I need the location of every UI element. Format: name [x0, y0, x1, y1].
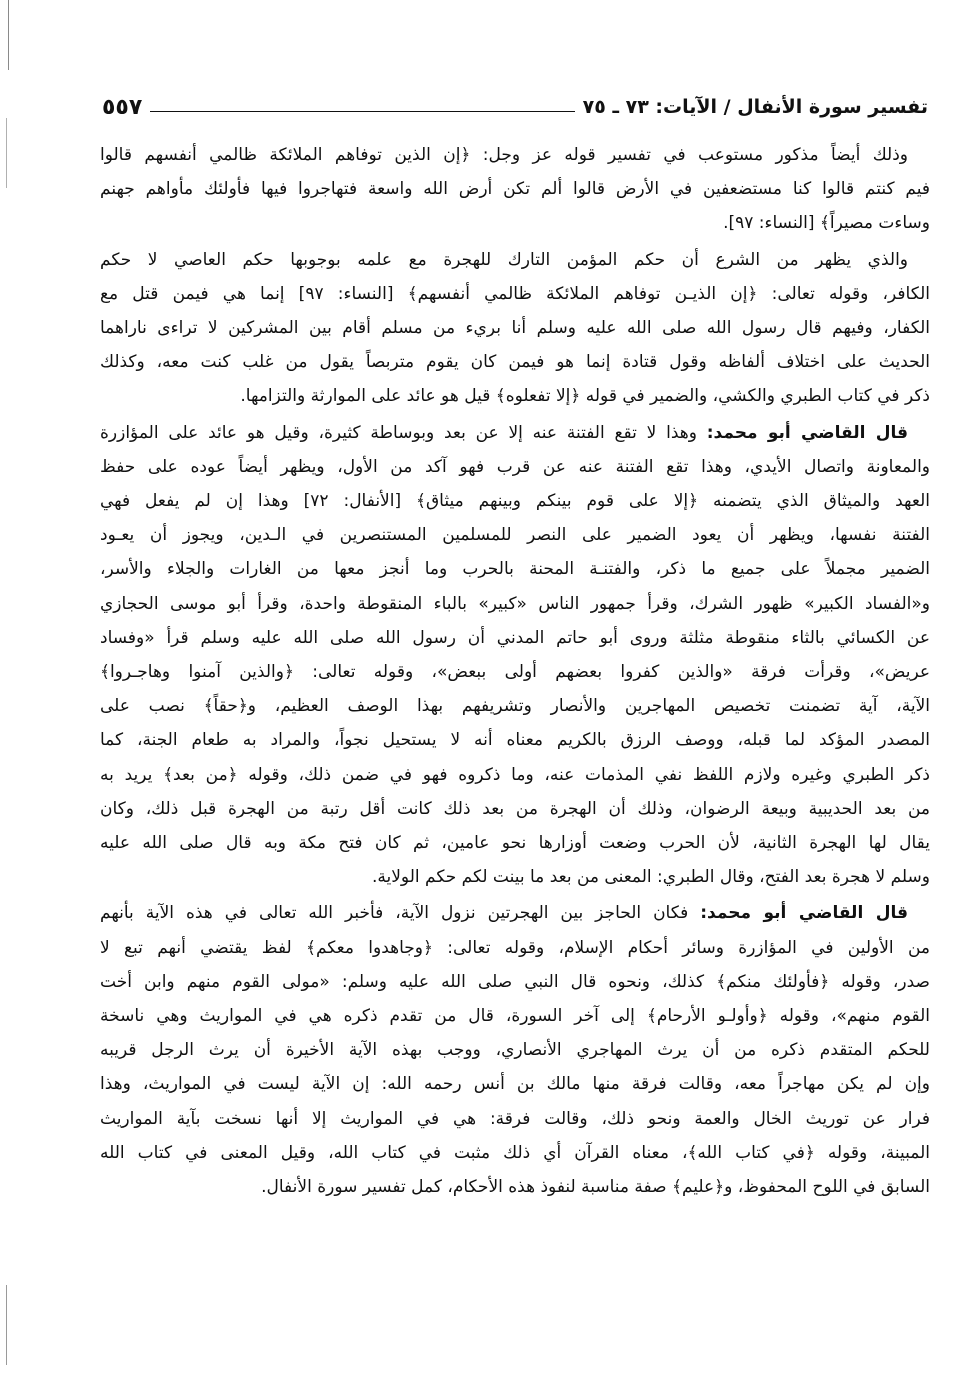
text-line: العهد والميثاق الذي يتضمنه ﴿إلا على قوم بينكم وبينهم ميثاق﴾ [الأنفال: ٧٢] وهذا إن لم يفعل فهي — [100, 491, 930, 512]
paragraph-1 — [100, 138, 930, 241]
text-line: وسلم لا هجرة بعد الفتح، وقال الطبري: المعنى من بعد ما بينت لكم حكم الولاية. — [371, 867, 930, 888]
paragraph-2 — [100, 243, 930, 414]
paragraph-4 — [100, 896, 930, 1204]
page-number: ٥٥٧ — [102, 95, 143, 120]
text-line: من الأولين في المؤازرة وسائر أحكام الإسلام، وقوله تعالى: ﴿وجاهدوا معكم﴾ لفظ يقتضي أنهم تبع لا — [100, 937, 930, 958]
speaker-label: قال القاضي أبو محمد: — [700, 903, 909, 924]
text-line: والذي يظهر من الشرع أن حكم المؤمن التارك للهجرة مع علمه بوجوبها حكم العاصي لا حكم — [100, 249, 908, 270]
text-line: وساءت مصيراً﴾ [النساء: ٩٧]. — [723, 213, 930, 234]
text-line: الحديث على اختلاف ألفاظه وقول قتادة إنما هو فيمن كان يقوم متربصاً يقول من غلب كنت معه، وكذلك — [100, 352, 930, 373]
text-line: وذلك أيضاً مذكور مستوعب في تفسير قوله عز وجل: ﴿إن الذين توفاهم الملائكة ظالمي أنفسهم قالوا — [100, 145, 908, 165]
text-line: المصدر المؤكد لما قبله، ووصف الرزق بالكريم معناه أنه لا يستحيل نجواً، والمراد به طعام الجنة، كما — [100, 730, 930, 751]
scan-edge-line — [8, 0, 9, 70]
text-line: و«الفساد الكبير» ظهور الشرك، وقرأ جمهور الناس «كبير» بالباء المنقوطة واحدة، وقرأ أبو موسى الحجازي — [100, 593, 930, 614]
text-line — [100, 416, 930, 450]
text-line: الكافر، وقوله تعالى: ﴿إن الذيـن توفاهم الملائكة ظالمي أنفسهم﴾ [النساء: ٩٧] إنما هي فيمن قتل مع — [100, 283, 930, 304]
running-header — [102, 86, 928, 122]
text-line: صدر، وقوله ﴿فأولئك منكم﴾ كذلك، ونحوه قال النبي صلى الله عليه وسلم: «مولى القوم منهم وابن أخت — [100, 971, 930, 992]
text-line: فيم كنتم قالوا كنا مستضعفين في الأرض قالوا ألم تكن أرض الله واسعة فتهاجروا فيها فأولئك مأواهم جهنم — [100, 179, 930, 200]
paragraph-3 — [100, 416, 930, 895]
text-line: والمعاونة واتصال الأيدي، وهذا تقع الفتنة عنه عن قرب فهو آكد من الأول، ويظهر أيضاً عوده على حفظ — [100, 456, 930, 477]
text-line: من بعد الحديبية وبيعة الرضوان، وذلك أن الهجرة من بعد ذلك كانت أقل رتبة من الهجرة قبل ذلك، وكان — [100, 798, 930, 819]
text-line: المبينة، وقوله ﴿في كتاب الله﴾، معناه القرآن أي ذلك مثبت في كتاب الله، وقيل المعنى في كتاب الله — [100, 1142, 930, 1163]
text-line: عن الكسائي بالثاء منقوطة مثلثة وروى أبو حاتم المدني أن رسول الله صلى الله عليه وسلم قرأ «وفساد — [100, 627, 930, 648]
text-line: ذكر الطبري وغيره ولازم اللفظ نفي المذمات عنه، وما ذكروه فهو في ضمن ذلك، وقوله ﴿من بعد﴾ يريد به — [100, 764, 930, 785]
text-line: وإن لم يكن مهاجراً معه، وقالت فرقة منها مالك بن أنس رحمه الله: إن الآية ليست في المواريث، وهذا — [100, 1074, 930, 1095]
text-line: فرار عن توريث الخال والعمة ونحو ذلك، وقالت فرقة: هي في المواريث إلا أنها نسخت بآية المواريث — [100, 1108, 930, 1129]
text-line: الكفار، وفيهم قال رسول الله صلى الله عليه وسلم أنا بريء من مسلم أقام بين المشركين لا تراءى ناراهما — [100, 318, 930, 339]
text-line: عريض»، وقرأت فرقة «والذين كفروا بعضهم أولى ببعض»، وقوله تعالى: ﴿والذين آمنوا وهاجـروا﴾ — [100, 662, 930, 683]
text-line — [100, 896, 930, 930]
text-line: الفتنة نفسها، ويظهر أن يعود الضمير على النصر للمسلمين المستنصرين في الـدين، ويجوز أن يعـود — [100, 525, 930, 546]
text-line: الآية، آية تضمنت تخصيص المهاجرين والأنصار وتشريفهم بهذا الوصف العظيم، و﴿حقاً﴾ نصب على — [100, 696, 930, 717]
header-rule — [150, 111, 574, 112]
text-run: وهذا لا تقع الفتنة عنه إلا عن بعد وبوساطة كثيرة، وقيل هو عائد على المؤازرة — [100, 422, 707, 443]
scan-edge-line — [6, 1285, 7, 1365]
scan-edge-line — [6, 118, 7, 188]
speaker-label: قال القاضي أبو محمد: — [706, 422, 909, 443]
text-line: الضمير مجملاً على جميع ما ذكر، والفتنـة المحنة بالحرب وما أنجز معها من الغارات والجلاء والأسر، — [100, 559, 930, 580]
body-text — [100, 138, 930, 1204]
chapter-title: تفسير سورة الأنفال / الآيات: ٧٣ ـ ٧٥ — [582, 96, 928, 118]
text-line: القوم منهم»، وقوله ﴿وأولـو الأرحام﴾ إلى آخر السورة، قال من تقدم ذكره هي في المواريث وهي ناسخة — [100, 1006, 930, 1027]
text-run: فكان الحاجز بين الهجرتين نزول الآية، فأخبر الله تعالى في هذه الآية بأنهم — [100, 903, 701, 924]
text-line: للحكم المتقدم ذكره من أن يرث المهاجري الأنصاري، ووجب بهذه الآية الأخيرة أن يرث الرجل قريبه — [100, 1040, 930, 1061]
text-line: يقال لها الهجرة الثانية، لأن الحرب وضعت أوزارها نحو عامين، ثم كان فتح مكة وبه قال صلى الله عليه — [100, 833, 930, 854]
text-line: السابق في اللوح المحفوظ، و﴿عليم﴾ صفة مناسبة لنفوذ هذه الأحكام، كمل تفسير سورة الأنفال. — [261, 1177, 930, 1198]
text-line: ذكر في كتاب الطبري والكشي، والضمير في قوله ﴿إلا تفعلوه﴾ قيل هو عائد على الموارثة والتزامها. — [240, 386, 930, 407]
